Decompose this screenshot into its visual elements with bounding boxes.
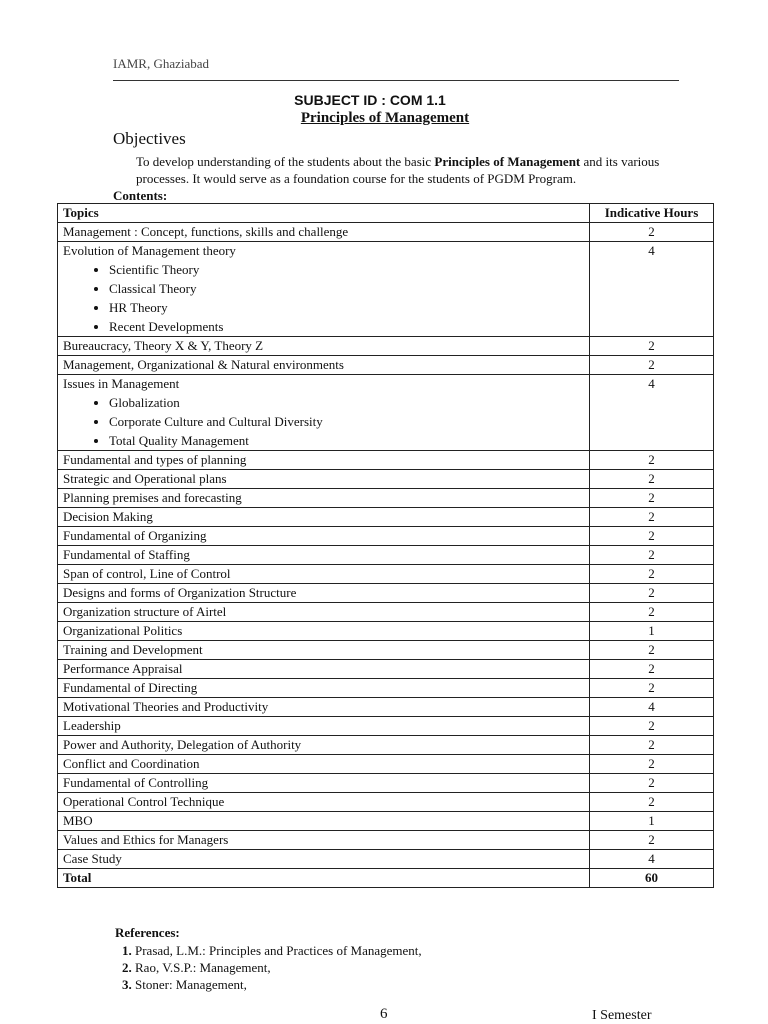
topic-label: Evolution of Management theory [63,243,236,258]
topic-cell [58,546,590,565]
topic-label: Fundamental of Directing [63,680,198,695]
topic-label: Designs and forms of Organization Structure [63,585,297,600]
table-row [58,337,714,356]
topic-cell [58,584,590,603]
table-row [58,470,714,489]
subject-id: SUBJECT ID : COM 1.1 [294,92,446,108]
hours-cell: 1 [590,812,714,831]
topic-cell [58,565,590,584]
topic-cell [58,641,590,660]
topics-column-header: Topics [58,204,590,223]
hours-cell: 2 [590,527,714,546]
table-row [58,546,714,565]
topic-cell [58,717,590,736]
semester-label: I Semester [592,1008,652,1023]
table-body [58,223,714,888]
table-row [58,565,714,584]
table-row [58,375,714,451]
table-row [58,812,714,831]
table-row [58,527,714,546]
hours-cell: 2 [590,546,714,565]
hours-cell: 2 [590,584,714,603]
topics-table [57,203,714,888]
hours-column-header: Indicative Hours [590,204,714,223]
table-row [58,603,714,622]
hours-cell: 2 [590,831,714,850]
topic-label: Management, Organizational & Natural environments [63,357,344,372]
topic-cell [58,223,590,242]
hours-cell: 2 [590,755,714,774]
references-label: References: [115,925,180,940]
hours-cell: 2 [590,641,714,660]
table-row [58,356,714,375]
hours-cell: 2 [590,774,714,793]
hours-cell: 4 [590,698,714,717]
subtopic-item: • Classical Theory [109,279,584,298]
table-row [58,774,714,793]
subtopic-item: • Corporate Culture and Cultural Diversity [109,412,584,431]
topic-cell [58,489,590,508]
total-label: Total [58,869,590,888]
hours-cell: 4 [590,242,714,337]
objectives-paragraph [136,153,696,187]
topic-cell [58,375,590,451]
hours-cell: 2 [590,337,714,356]
topic-cell [58,774,590,793]
topic-label: Motivational Theories and Productivity [63,699,269,714]
table-row [58,489,714,508]
topic-cell [58,527,590,546]
topic-cell [58,356,590,375]
topic-cell [58,755,590,774]
topic-cell [58,451,590,470]
subtopic-item: • HR Theory [109,298,584,317]
table-row [58,698,714,717]
hours-cell: 2 [590,356,714,375]
topic-cell [58,242,590,337]
topic-label: Operational Control Technique [63,794,225,809]
topic-cell [58,660,590,679]
topic-cell [58,679,590,698]
hours-cell: 4 [590,375,714,451]
hours-cell: 2 [590,470,714,489]
reference-item: 2. Rao, V.S.P.: Management, [135,959,422,976]
total-hours: 60 [590,869,714,888]
topic-label: Bureaucracy, Theory X & Y, Theory Z [63,338,264,353]
table-row [58,736,714,755]
table-row [58,508,714,527]
topic-label: MBO [63,813,93,828]
topic-cell [58,831,590,850]
hours-cell: 2 [590,736,714,755]
topic-cell [58,736,590,755]
hours-cell: 2 [590,451,714,470]
topic-cell [58,850,590,869]
page-number: 6 [380,1006,388,1022]
topic-cell [58,508,590,527]
hours-cell: 2 [590,223,714,242]
total-row [58,869,714,888]
topic-label: Issues in Management [63,376,180,391]
table-row [58,622,714,641]
references-list [113,942,422,993]
topic-cell [58,470,590,489]
table-row [58,679,714,698]
institute-header: IAMR, Ghaziabad [113,58,210,71]
subtopic-item: • Scientific Theory [109,260,584,279]
reference-item: 3. Stoner: Management, [135,976,422,993]
hours-cell: 2 [590,565,714,584]
hours-cell: 4 [590,850,714,869]
document-title: Principles of Management [300,110,470,126]
topic-label: Values and Ethics for Managers [63,832,229,847]
topic-label: Organization structure of Airtel [63,604,227,619]
topic-label: Training and Development [63,642,203,657]
topic-cell [58,793,590,812]
contents-label: Contents: [113,188,168,203]
topic-label: Fundamental and types of planning [63,452,247,467]
topic-label: Fundamental of Staffing [63,547,190,562]
hours-cell: 2 [590,660,714,679]
hours-cell: 2 [590,489,714,508]
subtopic-item: • Globalization [109,393,584,412]
subtopic-item: • Total Quality Management [109,431,584,450]
table-row [58,755,714,774]
topic-label: Strategic and Operational plans [63,471,227,486]
hours-cell: 2 [590,603,714,622]
topic-label: Leadership [63,718,121,733]
topic-cell [58,603,590,622]
objectives-text-end: and its various processes. It would serve as a foundation course for the students of PGDM Program. [136,154,660,186]
topic-label: Performance Appraisal [63,661,183,676]
topic-label: Fundamental of Organizing [63,528,207,543]
table-row [58,451,714,470]
subtopic-item: • Recent Developments [109,317,584,336]
table-row [58,831,714,850]
subtopic-list [63,393,584,450]
objectives-text-bold: Principles of Management [434,154,581,169]
topic-label: Power and Authority, Delegation of Authority [63,737,302,752]
hours-cell: 2 [590,508,714,527]
topic-label: Decision Making [63,509,153,524]
table-row [58,584,714,603]
topic-label: Fundamental of Controlling [63,775,209,790]
hours-cell: 1 [590,622,714,641]
table-row [58,717,714,736]
subtopic-list [63,260,584,336]
topic-label: Management : Concept, functions, skills and challenge [63,224,349,239]
objectives-text-start: To develop understanding of the students about the basic [136,154,435,169]
table-row [58,660,714,679]
topic-cell [58,622,590,641]
reference-item: 1. Prasad, L.M.: Principles and Practices of Management, [135,942,422,959]
table-row [58,793,714,812]
objectives-heading: Objectives [113,129,186,148]
hours-cell: 2 [590,679,714,698]
hours-cell: 2 [590,793,714,812]
topic-label: Organizational Politics [63,623,183,638]
topic-cell [58,812,590,831]
topic-label: Planning premises and forecasting [63,490,242,505]
topic-label: Case Study [63,851,122,866]
table-header-row [58,204,714,223]
topic-label: Span of control, Line of Control [63,566,231,581]
table-row [58,641,714,660]
topic-cell [58,698,590,717]
table-row [58,850,714,869]
topic-cell [58,337,590,356]
table-row [58,242,714,337]
hours-cell: 2 [590,717,714,736]
table-row [58,223,714,242]
header-divider [113,80,679,81]
topic-label: Conflict and Coordination [63,756,200,771]
